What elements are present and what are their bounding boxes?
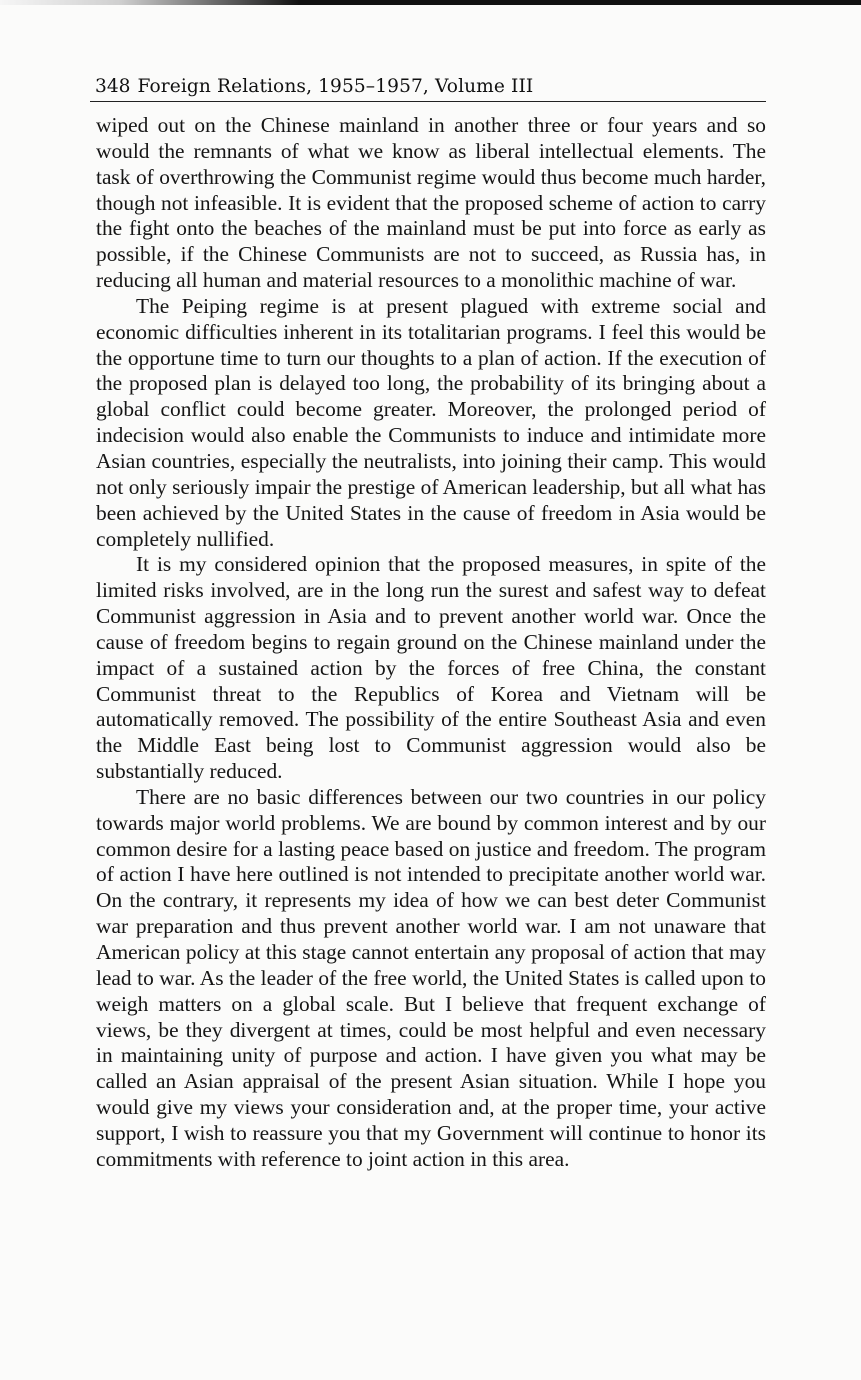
paragraph: It is my considered opinion that the proposed measures, in spite of the limited risks involved, are in the long run the surest and safest way to defeat Communist aggression in Asia and to prevent another world war. Once the cause of freedom begins to regain ground on the Chinese mainland under the impact of a sustained action by the forces of free China, the constant Communist threat to the Republics of Korea and Vietnam will be automatically removed. The possibility of the entire Southeast Asia and even the Middle East being lost to Communist aggression would also be substantially reduced. <box>96 552 766 784</box>
paragraph-continued: wiped out on the Chinese mainland in another three or four years and so would the remnants of what we know as liberal intellectual elements. The task of overthrowing the Communist regime would thus become much harder, though not infeasible. It is evident that the proposed scheme of action to carry the fight onto the beaches of the mainland must be put into force as early as possible, if the Chinese Communists are not to succeed, as Russia has, in reducing all human and material resources to a monolithic machine of war. <box>96 113 766 293</box>
paragraph: There are no basic differences between our two countries in our policy towards major world problems. We are bound by common interest and by our common desire for a lasting peace based on justice and freedom. The program of action I have here outlined is not intended to precipitate another world war. On the contrary, it represents my idea of how we can best deter Communist war preparation and thus prevent another world war. I am not unaware that American policy at this stage cannot entertain any proposal of action that may lead to war. As the leader of the free world, the United States is called upon to weigh matters on a global scale. But I believe that frequent exchange of views, be they divergent at times, could be most helpful and even necessary in maintaining unity of purpose and action. I have given you what may be called an Asian appraisal of the present Asian situation. While I hope you would give my views your consideration and, at the proper time, your active support, I wish to reassure you that my Government will continue to honor its commitments with reference to joint action in this area. <box>96 784 766 1171</box>
document-page <box>90 74 766 1173</box>
document-body <box>90 113 766 1173</box>
page-top-edge <box>0 0 861 5</box>
paragraph: The Peiping regime is at present plagued with extreme social and economic difficulties inherent in its totalitarian programs. I feel this would be the opportune time to turn our thoughts to a plan of action. If the execution of the proposed plan is delayed too long, the probability of its bringing about a global conflict could become greater. Moreover, the prolonged period of indecision would also enable the Communists to induce and intimidate more Asian countries, especially the neutralists, into joining their camp. This would not only seriously impair the prestige of American leadership, but all what has been achieved by the United States in the cause of freedom in Asia would be completely nullified. <box>96 293 766 551</box>
running-header <box>90 74 766 102</box>
running-title: Foreign Relations, 1955–1957, Volume III <box>137 76 534 97</box>
page-number: 348 <box>95 76 131 97</box>
